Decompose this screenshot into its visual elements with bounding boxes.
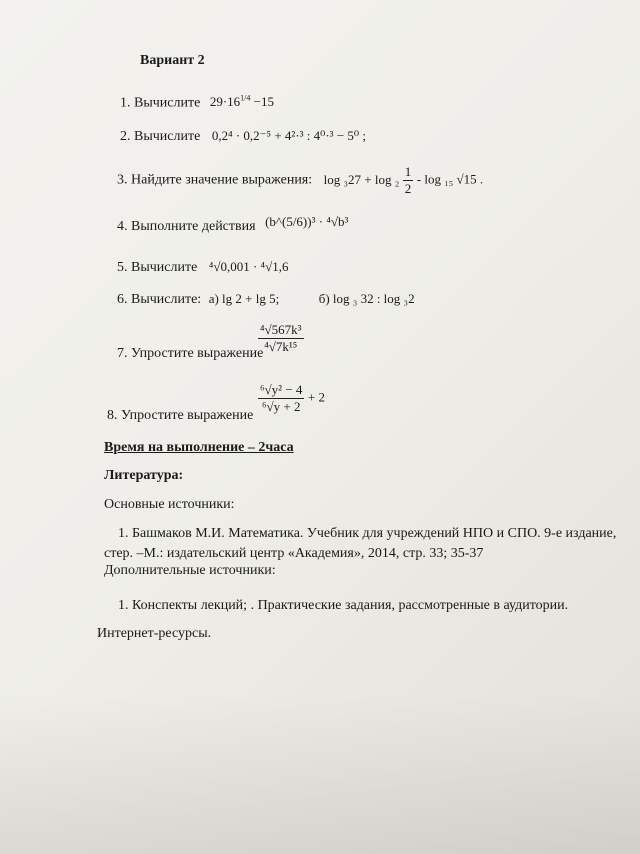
- task-1-tail: −15: [250, 94, 274, 110]
- task-1-base: 29·16: [209, 94, 241, 110]
- task-2-label: 2. Вычислите: [120, 129, 201, 144]
- task-4-label: 4. Выполните действия: [117, 219, 256, 234]
- task-7-label: 7. Упростите выражение: [117, 346, 264, 361]
- task-1-expression: [210, 94, 274, 109]
- variant-title: Вариант 2: [140, 53, 205, 68]
- task-3-expr-a: log ₃27 + log ₂: [323, 171, 400, 187]
- task-5: [117, 259, 288, 276]
- task-4-expression: (b^(5/6))³ · ⁴√b³: [265, 214, 349, 229]
- task-2: [120, 128, 366, 145]
- main-source-1-line2: стер. –М.: издательский центр «Академия», 2014, стр. 33; 35-37: [104, 546, 484, 561]
- additional-sources-heading: Дополнительные источники:: [104, 563, 276, 578]
- task-7-frac-num: ⁴√567k³: [260, 322, 302, 337]
- task-6-part-a: а) lg 2 + lg 5;: [208, 291, 280, 306]
- task-8-tail: + 2: [307, 389, 325, 405]
- task-6-label: 6. Вычислите:: [117, 292, 202, 307]
- time-note: Время на выполнение – 2часа: [104, 440, 294, 455]
- task-8-label: 8. Упростите выражение: [107, 408, 254, 423]
- task-8: [107, 408, 253, 424]
- task-8-frac-inner: [258, 382, 304, 415]
- task-3-frac-den: 2: [404, 181, 412, 196]
- task-6-part-b: б) log ₃ 32 : log ₃2: [318, 291, 415, 306]
- task-5-expression: ⁴√0,001 · ⁴√1,6: [208, 259, 289, 274]
- task-3: [117, 164, 483, 197]
- task-7: [117, 346, 263, 362]
- task-3-expr-b: - log ₁₅ √15 .: [416, 171, 484, 187]
- additional-source-1: 1. Конспекты лекций; . Практические задания, рассмотренные в аудитории.: [118, 598, 569, 613]
- task-7-frac-inner: [258, 322, 304, 355]
- task-2-expression: 0,2⁴ · 0,2⁻⁵ + 4²·³ : 4⁰·³ − 5⁰ ;: [211, 128, 366, 143]
- task-6: [117, 291, 415, 308]
- task-8-fraction: [258, 382, 325, 415]
- task-1-exponent: 1/4: [240, 94, 251, 103]
- task-5-label: 5. Вычислите: [117, 260, 198, 275]
- literature-heading: Литература:: [104, 468, 184, 483]
- main-sources-heading: Основные источники:: [104, 497, 235, 512]
- task-8-frac-den: ⁶√y + 2: [261, 399, 301, 414]
- task-4: [117, 214, 349, 235]
- task-3-label: 3. Найдите значение выражения:: [117, 172, 313, 188]
- task-3-fraction: [403, 164, 414, 197]
- task-8-frac-num: ⁶√y² − 4: [260, 382, 303, 397]
- task-7-frac-den: ⁴√7k¹⁵: [264, 339, 298, 354]
- internet-resources: Интернет-ресурсы.: [97, 626, 212, 641]
- task-1-label: 1. Вычислите: [120, 95, 201, 111]
- page-shadow: [0, 694, 640, 854]
- task-1: [120, 94, 274, 111]
- main-source-1-line1: 1. Башмаков М.И. Математика. Учебник для учреждений НПО и СПО. 9-е издание,: [118, 526, 617, 541]
- task-7-fraction: [258, 322, 304, 355]
- task-3-frac-num: 1: [404, 164, 412, 179]
